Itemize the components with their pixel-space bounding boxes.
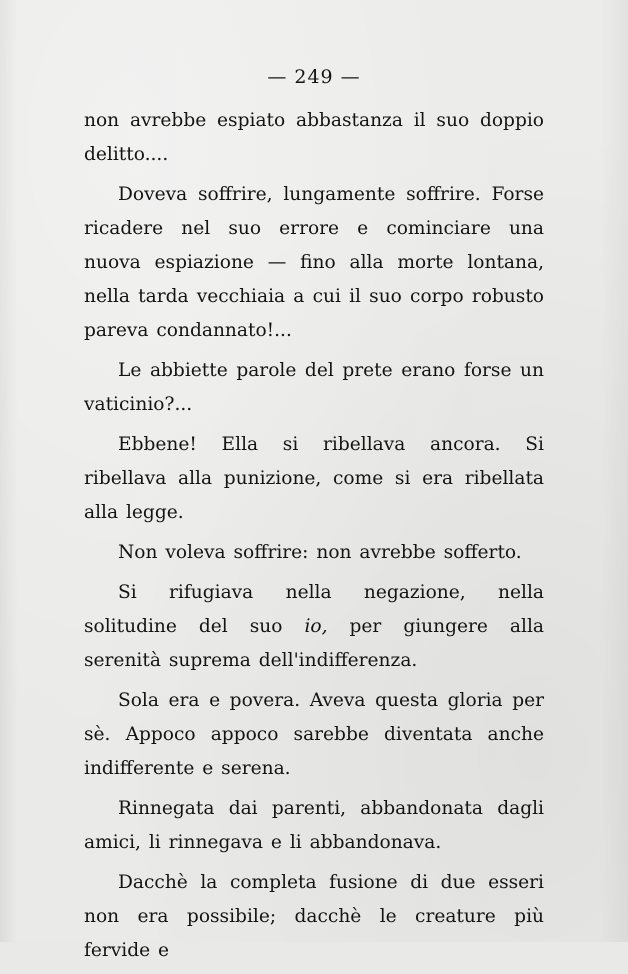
paragraph-text: per giungere alla serenità suprema dell'indifferenza. (84, 616, 544, 671)
paragraph (84, 576, 544, 678)
paragraph: Doveva soffrire, lungamente soffrire. Forse ricadere nel suo errore e cominciare una nuova espiazione — fino alla morte lontana, nella tarda vecchiaia a cui il suo corpo robusto pareva condannato!... (84, 184, 544, 341)
paragraph: Non voleva soffrire: non avrebbe sofferto. (118, 542, 522, 563)
italic-word: io, (304, 616, 328, 637)
paragraph: Le abbiette parole del prete erano forse un vaticinio?... (84, 360, 544, 415)
paragraph: Dacchè la completa fusione di due esseri non era possibile; dacchè le creature più fervide e (84, 872, 544, 961)
paragraph-text: Si rifugiava nella negazione, nella solitudine del suo (84, 582, 544, 637)
paragraph: Ebbene! Ella si ribellava ancora. Si ribellava alla punizione, come si era ribellata alla legge. (84, 434, 544, 523)
paragraph: Rinnegata dai parenti, abbandonata dagli amici, li rinnegava e li abbandonava. (84, 798, 544, 853)
page-number: — 249 — (267, 66, 361, 88)
body-text (84, 104, 544, 974)
paragraph: Sola era e povera. Aveva questa gloria per sè. Appoco appoco sarebbe diventata anche indifferente e serena. (84, 690, 544, 779)
paragraph: non avrebbe espiato abbastanza il suo doppio delitto.... (84, 110, 544, 165)
